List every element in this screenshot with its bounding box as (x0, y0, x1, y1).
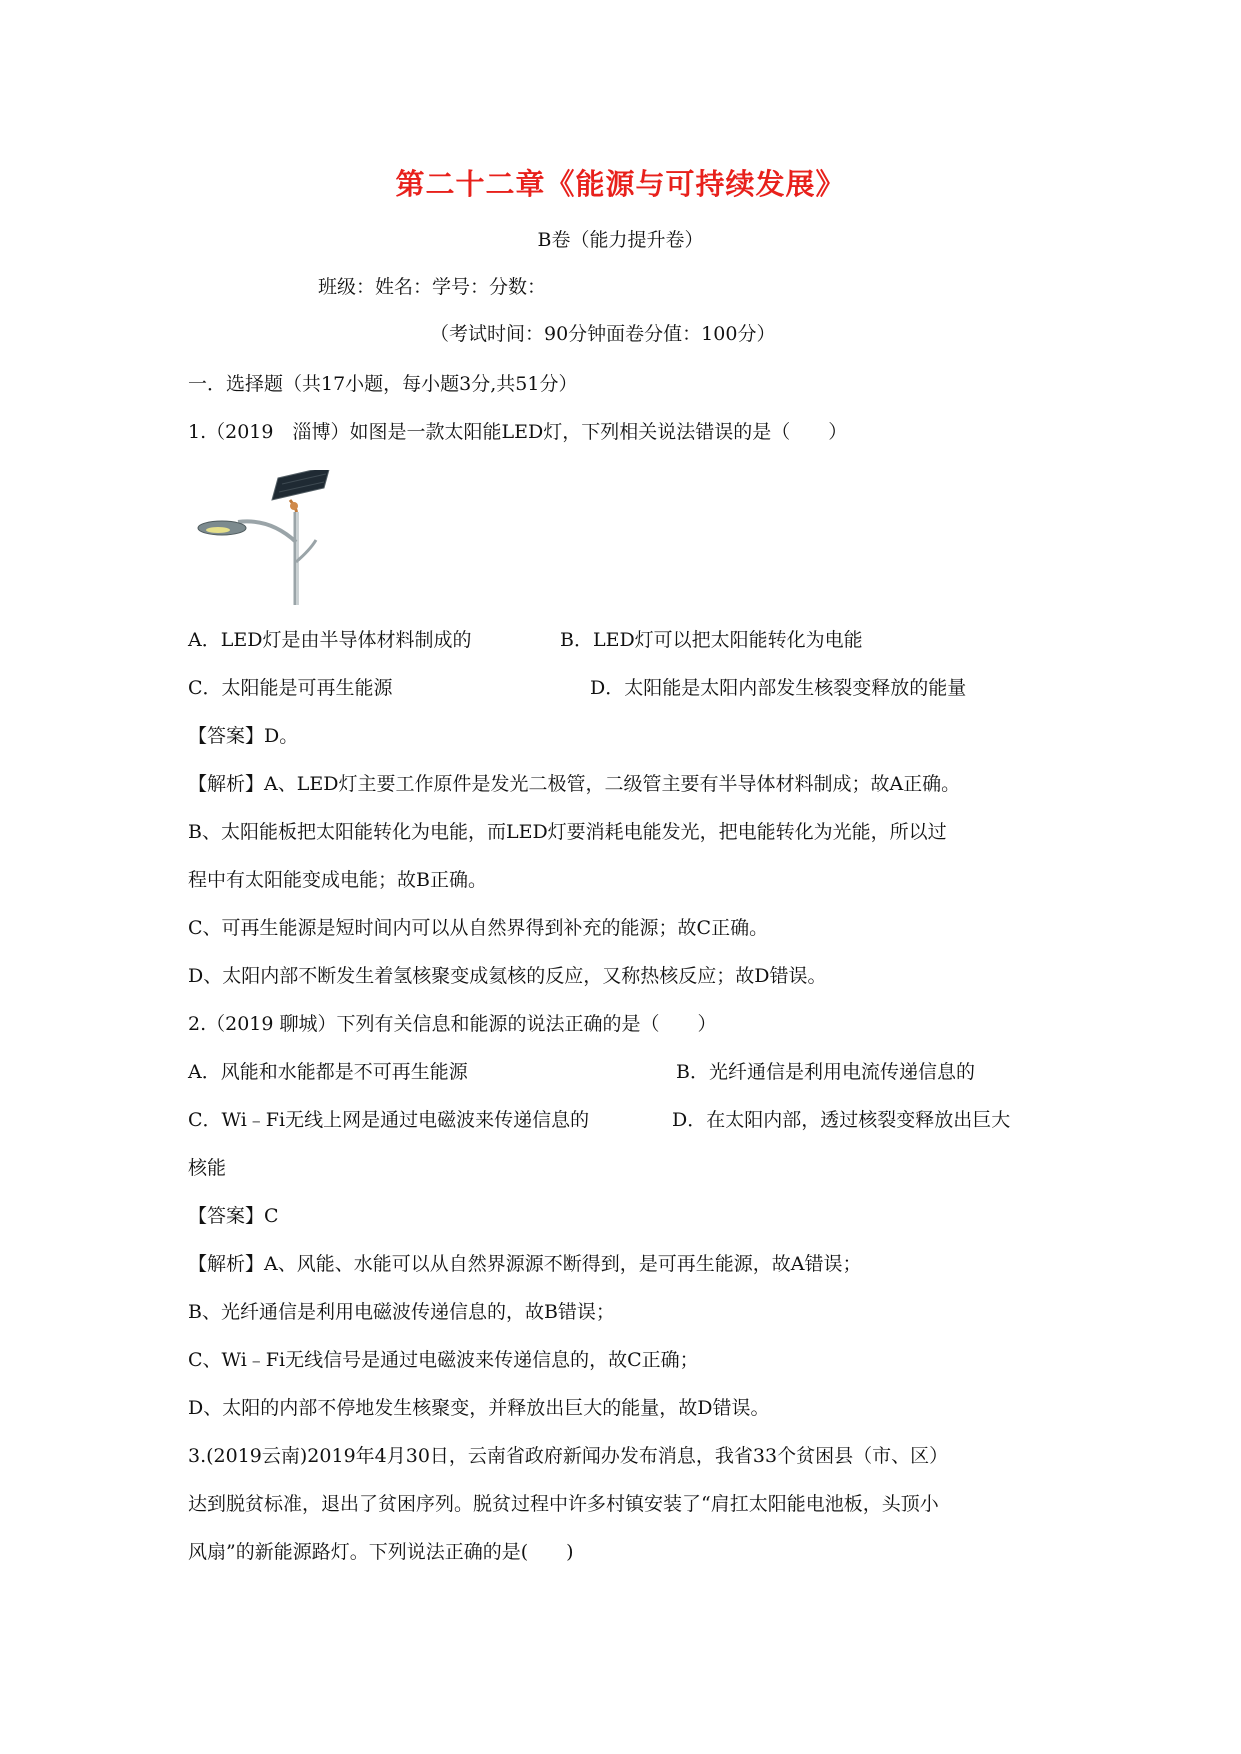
question-1-analysis-line-2: B、太阳能板把太阳能转化为电能，而LED灯要消耗电能发光，把电能转化为光能，所以过 (188, 821, 947, 843)
subtitle: B卷（能力提升卷） (537, 229, 704, 251)
analysis-tag: 【解析】 (188, 773, 265, 795)
page-title: 第二十二章《能源与可持续发展》 (395, 167, 846, 201)
question-2-option-d: D．在太阳内部，透过核裂变释放出巨大 (672, 1109, 1011, 1131)
question-1-answer (188, 724, 298, 748)
question-2-answer (188, 1204, 279, 1228)
analysis-text: A、风能、水能可以从自然界源源不断得到，是可再生能源，故A错误； (264, 1253, 862, 1275)
question-2-analysis-line-4: D、太阳的内部不停地发生核聚变，并释放出巨大的能量，故D错误。 (188, 1397, 770, 1419)
question-2-analysis-line-3: C、Wi﹣Fi无线信号是通过电磁波来传递信息的，故C正确； (188, 1349, 699, 1371)
question-2-option-b: B．光纤通信是利用电流传递信息的 (676, 1061, 975, 1083)
section-heading: 一．选择题（共17小题，每小题3分,共51分） (188, 373, 578, 395)
question-3-line-1: 3.(2019云南)2019年4月30日，云南省政府新闻办发布消息，我省33个贫困县（市、区） (188, 1445, 949, 1467)
question-2-analysis-line-1 (188, 1252, 861, 1276)
answer-tag: 【答案】 (188, 1205, 265, 1227)
question-1-option-d: D．太阳能是太阳内部发生核裂变释放的能量 (590, 677, 967, 699)
question-2-option-d-continued: 核能 (188, 1157, 227, 1179)
question-2-option-a: A．风能和水能都是不可再生能源 (188, 1061, 468, 1083)
question-1-analysis-line-5: D、太阳内部不断发生着氢核聚变成氦核的反应，又称热核反应；故D错误。 (188, 965, 827, 987)
question-1-stem: 1.（2019 淄博）如图是一款太阳能LED灯，下列相关说法错误的是（ ） (188, 421, 848, 443)
exam-info: （考试时间：90分钟面卷分值：100分） (430, 323, 776, 345)
question-3-line-2: 达到脱贫标准，退出了贫困序列。脱贫过程中许多村镇安装了“肩扛太阳能电池板，头顶小 (188, 1493, 939, 1515)
analysis-text: A、LED灯主要工作原件是发光二极管，二级管主要有半导体材料制成；故A正确。 (264, 773, 961, 795)
answer-value: C (264, 1205, 279, 1227)
question-1-analysis-line-3: 程中有太阳能变成电能；故B正确。 (188, 869, 487, 891)
answer-tag: 【答案】 (188, 725, 265, 747)
question-1-option-b: B．LED灯可以把太阳能转化为电能 (560, 629, 863, 651)
student-info-line: 班级：姓名：学号：分数： (318, 276, 547, 298)
question-2-stem: 2.（2019 聊城）下列有关信息和能源的说法正确的是（ ） (188, 1013, 717, 1035)
answer-value: D。 (264, 725, 299, 747)
question-1-analysis-line-1 (188, 772, 960, 796)
question-1-analysis-line-4: C、可再生能源是短时间内可以从自然界得到补充的能源；故C正确。 (188, 917, 769, 939)
question-2-analysis-line-2: B、光纤通信是利用电磁波传递信息的，故B错误； (188, 1301, 615, 1323)
question-3-line-3: 风扇”的新能源路灯。下列说法正确的是( ) (188, 1541, 574, 1563)
question-1-option-c: C．太阳能是可再生能源 (188, 677, 393, 699)
analysis-tag: 【解析】 (188, 1253, 265, 1275)
question-1-option-a: A．LED灯是由半导体材料制成的 (188, 629, 472, 651)
question-2-option-c: C．Wi﹣Fi无线上网是通过电磁波来传递信息的 (188, 1109, 590, 1131)
solar-street-lamp-icon (190, 470, 340, 610)
